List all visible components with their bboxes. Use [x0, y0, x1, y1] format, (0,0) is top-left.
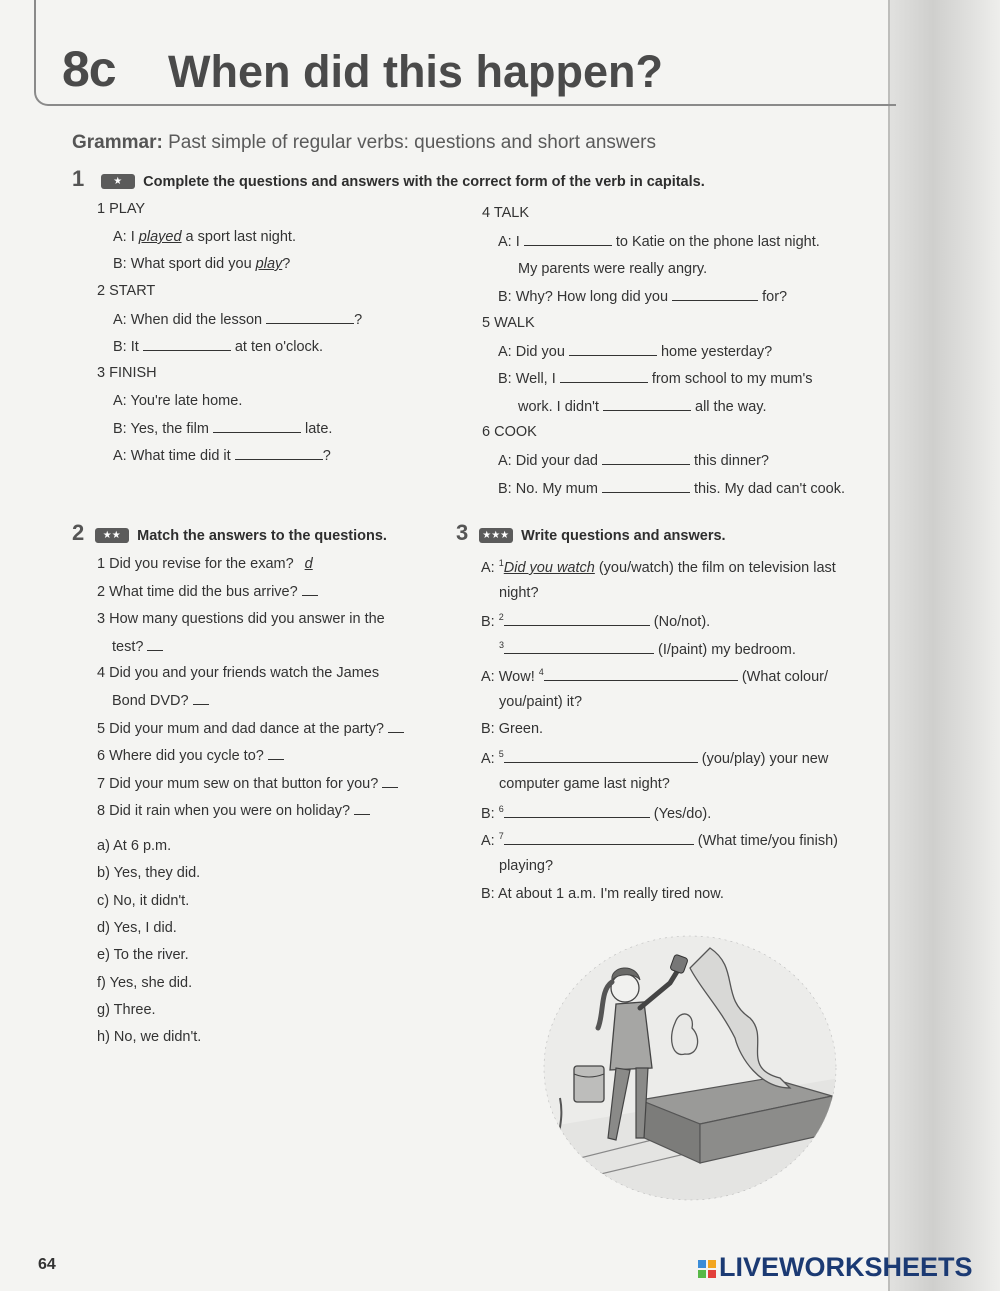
- ex2-question-4-cont: [112, 692, 209, 709]
- speaker-b-label: B:: [481, 805, 495, 822]
- item-number: 6: [498, 804, 504, 814]
- text: I: [515, 234, 520, 250]
- speaker-a-label: A:: [498, 453, 512, 469]
- text: a sport last night.: [181, 229, 296, 245]
- answer-blank[interactable]: [560, 370, 648, 383]
- ex3-line-2: [481, 612, 710, 630]
- ex1-item4-b: [498, 288, 787, 305]
- answer-blank[interactable]: [235, 447, 323, 460]
- text: 2 What time did the bus arrive?: [97, 584, 298, 600]
- text: Green.: [498, 721, 544, 737]
- speaker-a-label: A:: [481, 750, 495, 767]
- text: (I/paint) my bedroom.: [658, 641, 796, 658]
- text: test?: [112, 639, 144, 655]
- exercise-2-instruction: Match the answers to the questions.: [137, 528, 387, 544]
- text: Well, I: [515, 371, 556, 387]
- item-number: 2: [498, 612, 504, 622]
- text: (Yes/do).: [653, 805, 712, 822]
- ex1-item2-b: [113, 338, 323, 355]
- ex2-question-6: [97, 747, 284, 764]
- text: ?: [354, 312, 363, 328]
- ex2-question-7: [97, 775, 398, 792]
- item-number: 1: [498, 558, 504, 568]
- speaker-b-label: B:: [481, 613, 495, 630]
- ex3-line-1-cont: night?: [499, 585, 539, 601]
- answer-blank[interactable]: [672, 288, 758, 301]
- answer-blank[interactable]: [544, 668, 738, 681]
- ex1-item6-head: 6 COOK: [482, 424, 537, 440]
- text: (No/not).: [653, 613, 711, 630]
- text: I: [130, 229, 139, 245]
- ex2-answer-d: d) Yes, I did.: [97, 920, 177, 936]
- ex2-answer-e: e) To the river.: [97, 947, 189, 963]
- text: late.: [305, 421, 333, 437]
- speaker-a-label: A:: [498, 344, 512, 360]
- answer-blank[interactable]: [602, 480, 690, 493]
- text: 8 Did it rain when you were on holiday?: [97, 803, 351, 819]
- answer-blank[interactable]: [524, 233, 612, 246]
- exercise-2-header: [72, 520, 387, 546]
- answer-blank[interactable]: [388, 720, 404, 733]
- text: What sport did you: [130, 256, 256, 272]
- text: Bond DVD?: [112, 693, 189, 709]
- speaker-b-label: B:: [113, 256, 127, 272]
- text: (What colour/: [741, 668, 829, 685]
- speaker-b-label: B:: [481, 886, 495, 902]
- speaker-a-label: A:: [481, 832, 495, 849]
- ex1-item1-b: [113, 256, 290, 272]
- speaker-b-label: B:: [481, 721, 495, 737]
- ex3-line-3: [499, 640, 796, 658]
- speaker-b-label: B:: [498, 481, 512, 497]
- text: home yesterday?: [660, 344, 773, 360]
- text: No. My mum: [515, 481, 598, 497]
- page-gutter: [888, 0, 1000, 1291]
- grammar-heading: [72, 132, 656, 154]
- ex1-item3-head: 3 FINISH: [97, 365, 157, 381]
- text: (What time/you finish): [697, 832, 838, 849]
- illustration-scene: [540, 928, 840, 1203]
- difficulty-2-badge: ★★: [95, 528, 129, 543]
- logo-text: LIVEWORKSHEETS: [719, 1252, 973, 1282]
- answer-blank[interactable]: [266, 311, 354, 324]
- answer-blank[interactable]: [504, 805, 650, 818]
- speaker-a-label: A:: [113, 393, 127, 409]
- speaker-a-label: A:: [113, 312, 127, 328]
- girl-painting-illustration: [540, 928, 840, 1203]
- ex1-item2-a: [113, 311, 362, 328]
- speaker-a-label: A:: [498, 234, 512, 250]
- ex2-question-8: [97, 802, 370, 819]
- ex3-line-8: [481, 831, 838, 849]
- difficulty-3-badge: ★★★: [479, 528, 513, 543]
- ex2-question-3: 3 How many questions did you answer in the: [97, 611, 385, 627]
- difficulty-1-badge: ★: [101, 174, 135, 189]
- speaker-a-label: A:: [113, 448, 127, 464]
- ex3-line-4-cont: you/paint) it?: [499, 694, 583, 710]
- text: at ten o'clock.: [234, 339, 324, 355]
- text: At about 1 a.m. I'm really tired now.: [497, 886, 724, 902]
- exercise-2-number: 2: [72, 520, 85, 545]
- example-answer: d: [304, 556, 313, 572]
- logo-squares-icon: [697, 1259, 719, 1279]
- answer-blank[interactable]: [603, 398, 691, 411]
- ex2-answer-a: a) At 6 p.m.: [97, 838, 172, 854]
- answer-blank[interactable]: [602, 452, 690, 465]
- speaker-a-label: A:: [113, 229, 127, 245]
- example-answer: Did you watch: [503, 559, 595, 576]
- ex1-item2-head: 2 START: [97, 283, 156, 299]
- ex2-question-5: [97, 720, 404, 737]
- text: for?: [762, 289, 788, 305]
- text: this. My dad can't cook.: [693, 481, 846, 497]
- answer-blank[interactable]: [147, 638, 163, 651]
- exercise-3-number: 3: [456, 520, 469, 545]
- text: 7 Did your mum sew on that button for you?: [97, 776, 379, 792]
- answer-blank[interactable]: [382, 775, 398, 788]
- ex1-item4-a-cont: My parents were really angry.: [518, 261, 708, 277]
- exercise-3-header: [456, 520, 726, 546]
- text: Yes, the film: [130, 421, 209, 437]
- ex2-answer-g: g) Three.: [97, 1002, 156, 1018]
- text: (you/play) your new: [701, 750, 829, 767]
- answer-blank[interactable]: [504, 641, 654, 654]
- answer-blank[interactable]: [213, 420, 301, 433]
- grammar-topic: Past simple of regular verbs: questions and short answers: [168, 132, 657, 153]
- answer-blank[interactable]: [354, 802, 370, 815]
- ex1-item1-head: 1 PLAY: [97, 201, 146, 217]
- text: Did your dad: [515, 453, 598, 469]
- text: all the way.: [695, 399, 767, 415]
- gutter-line: [888, 0, 890, 1291]
- text: Did you: [515, 344, 565, 360]
- ex1-item5-b: [498, 370, 813, 387]
- exercise-3-instruction: Write questions and answers.: [521, 528, 726, 544]
- ex2-question-4: 4 Did you and your friends watch the James: [97, 665, 380, 681]
- exercise-1-instruction: Complete the questions and answers with the correct form of the verb in capitals.: [143, 174, 705, 190]
- exercise-1-number: 1: [72, 166, 85, 191]
- page-title: When did this happen?: [168, 46, 663, 97]
- ex3-line-4: [481, 667, 828, 685]
- text: When did the lesson: [130, 312, 263, 328]
- ex2-answer-b: b) Yes, they did.: [97, 865, 201, 881]
- answer-blank[interactable]: [302, 583, 318, 596]
- speaker-b-label: B:: [113, 339, 127, 355]
- ex3-line-6: [481, 749, 828, 767]
- text: (you/watch) the film on television last: [594, 559, 836, 576]
- ex3-line-9: [481, 886, 724, 902]
- item-number: 5: [498, 749, 504, 759]
- ex1-item5-head: 5 WALK: [482, 315, 535, 331]
- ex1-item3-b: [113, 420, 332, 437]
- answer-blank[interactable]: [504, 613, 650, 626]
- ex2-answer-c: c) No, it didn't.: [97, 893, 190, 909]
- ex2-question-2: [97, 583, 318, 600]
- ex3-line-8-cont: playing?: [499, 858, 554, 874]
- example-answer: play: [255, 256, 283, 272]
- ex2-question-3-cont: [112, 638, 163, 655]
- text: 1 Did you revise for the exam?: [97, 556, 294, 572]
- ex1-item5-a: [498, 343, 772, 360]
- ex3-line-6-cont: computer game last night?: [499, 776, 670, 792]
- text: Wow!: [498, 668, 539, 685]
- item-number: 3: [499, 640, 505, 650]
- text: You're late home.: [130, 393, 243, 409]
- item-number: 4: [538, 667, 544, 677]
- text: from school to my mum's: [651, 371, 813, 387]
- ex1-item4-a: [498, 233, 820, 250]
- text: 5 Did your mum and dad dance at the party?: [97, 721, 384, 737]
- ex2-question-1: [97, 556, 320, 572]
- example-answer: played: [138, 229, 182, 245]
- speaker-a-label: A:: [481, 559, 495, 576]
- text: What time did it: [130, 448, 231, 464]
- text: work. I didn't: [518, 399, 599, 415]
- item-number: 7: [498, 831, 504, 841]
- liveworksheets-logo: [697, 1252, 973, 1283]
- ex1-item5-b-cont: [518, 398, 766, 415]
- answer-blank[interactable]: [504, 832, 694, 845]
- answer-blank[interactable]: [504, 750, 698, 763]
- ex2-answer-h: h) No, we didn't.: [97, 1029, 202, 1045]
- speaker-b-label: B:: [498, 289, 512, 305]
- text: Why? How long did you: [515, 289, 669, 305]
- answer-blank[interactable]: [268, 747, 284, 760]
- speaker-b-label: B:: [498, 371, 512, 387]
- answer-blank[interactable]: [569, 343, 657, 356]
- ex3-line-1: [481, 558, 836, 576]
- page-number: 64: [38, 1256, 56, 1273]
- grammar-label: Grammar:: [72, 132, 163, 153]
- unit-number: 8c: [62, 41, 116, 97]
- speaker-b-label: B:: [113, 421, 127, 437]
- text: ?: [322, 448, 331, 464]
- ex1-item6-b: [498, 480, 845, 497]
- exercise-1-header: [72, 166, 705, 192]
- text: this dinner?: [694, 453, 769, 469]
- text: 6 Where did you cycle to?: [97, 748, 264, 764]
- answer-blank[interactable]: [143, 338, 231, 351]
- text: ?: [282, 256, 291, 272]
- ex1-item6-a: [498, 452, 769, 469]
- ex3-line-5: [481, 721, 543, 737]
- ex1-item3-a2: [113, 447, 331, 464]
- ex1-item3-a1: [113, 393, 242, 409]
- speaker-a-label: A:: [481, 668, 495, 685]
- ex2-answer-f: f) Yes, she did.: [97, 975, 193, 991]
- ex1-item4-head: 4 TALK: [482, 205, 530, 221]
- text: It: [130, 339, 139, 355]
- ex1-item1-a: [113, 229, 296, 245]
- ex3-line-7: [481, 804, 711, 822]
- text: to Katie on the phone last night.: [615, 234, 820, 250]
- answer-blank[interactable]: [193, 692, 209, 705]
